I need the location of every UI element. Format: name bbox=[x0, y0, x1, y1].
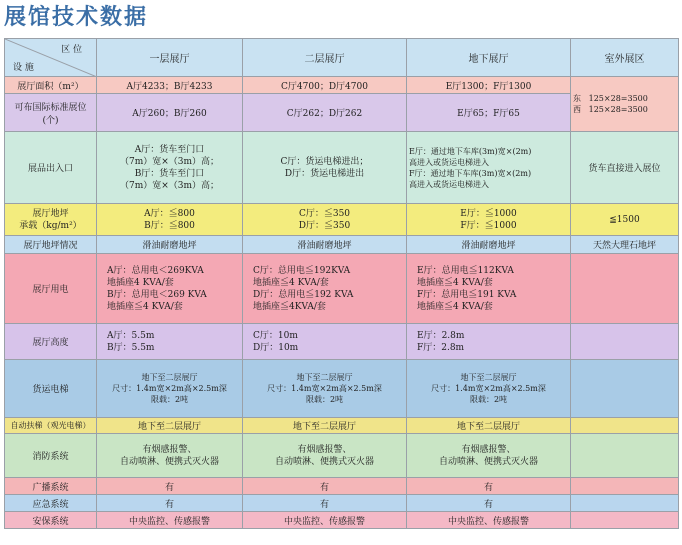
table-row bbox=[5, 77, 679, 94]
row-label: 展厅地坪情况 bbox=[5, 236, 97, 254]
cell: 滑油耐磨地坪 bbox=[407, 236, 571, 254]
cell: A厅：货车至门口 （7m）宽×（3m）高； B厅：货车至门口 （7m）宽×（3m）高； bbox=[97, 132, 243, 204]
cell: ≦1500 bbox=[571, 204, 679, 236]
cell: A厅：≦800 B厅：≦800 bbox=[97, 204, 243, 236]
cell: A厅4233；B厅4233 bbox=[97, 77, 243, 94]
cell: A厅：5.5m B厅：5.5m bbox=[97, 324, 243, 360]
table-row bbox=[5, 132, 679, 204]
table-row bbox=[5, 512, 679, 529]
cell bbox=[571, 254, 679, 324]
table-row bbox=[5, 236, 679, 254]
cell: 有烟感报警、 自动喷淋、便携式灭火器 bbox=[243, 434, 407, 478]
table-row bbox=[5, 418, 679, 434]
corner-label-top: 区 位 bbox=[61, 45, 82, 55]
cell: 有 bbox=[97, 478, 243, 495]
corner-label-bottom: 设 施 bbox=[13, 63, 34, 73]
cell: 有 bbox=[407, 478, 571, 495]
row-label: 安保系统 bbox=[5, 512, 97, 529]
cell: E厅1300；F厅1300 bbox=[407, 77, 571, 94]
col-header: 一层展厅 bbox=[97, 39, 243, 77]
cell: 有 bbox=[97, 495, 243, 512]
cell: E厅：总用电≦112KVA 地插座≦4 KVA/套 F厅：总用电≦191 KVA 地插座≦4 KVA/套 bbox=[407, 254, 571, 324]
cell: 地下至二层展厅 尺寸：1.4m宽×2m高×2.5m深 限载：2吨 bbox=[243, 360, 407, 418]
cell: 有 bbox=[243, 478, 407, 495]
cell bbox=[571, 418, 679, 434]
row-label: 展品出入口 bbox=[5, 132, 97, 204]
cell: E厅：≦1000 F厅：≦1000 bbox=[407, 204, 571, 236]
table-row bbox=[5, 495, 679, 512]
cell bbox=[571, 512, 679, 529]
row-label: 展厅面积（m²） bbox=[5, 77, 97, 94]
row-label: 可布国际标准展位(个) bbox=[5, 94, 97, 132]
cell bbox=[571, 434, 679, 478]
table-row bbox=[5, 434, 679, 478]
cell: C厅：货运电梯进出； D厅：货运电梯进出 bbox=[243, 132, 407, 204]
cell: 有烟感报警、 自动喷淋、便携式灭火器 bbox=[97, 434, 243, 478]
cell: E厅：2.8m F厅：2.8m bbox=[407, 324, 571, 360]
table-row bbox=[5, 360, 679, 418]
cell: 地下至二层展厅 bbox=[407, 418, 571, 434]
col-header: 地下展厅 bbox=[407, 39, 571, 77]
cell: 地下至二层展厅 bbox=[97, 418, 243, 434]
row-label: 展厅用电 bbox=[5, 254, 97, 324]
cell: C厅：≦350 D厅：≦350 bbox=[243, 204, 407, 236]
cell: 货车直接进入展位 bbox=[571, 132, 679, 204]
cell: 滑油耐磨地坪 bbox=[243, 236, 407, 254]
row-label: 应急系统 bbox=[5, 495, 97, 512]
cell: 地下至二层展厅 尺寸：1.4m宽×2m高×2.5m深 限载：2吨 bbox=[97, 360, 243, 418]
cell bbox=[571, 478, 679, 495]
row-label: 消防系统 bbox=[5, 434, 97, 478]
page-title: 展馆技术数据 bbox=[4, 5, 149, 30]
cell: C厅：10m D厅：10m bbox=[243, 324, 407, 360]
cell: E厅65；F厅65 bbox=[407, 94, 571, 132]
row-label: 展厅地坪 承载（kg/m²） bbox=[5, 204, 97, 236]
data-table bbox=[4, 38, 679, 529]
corner-header bbox=[5, 39, 97, 77]
table-row bbox=[5, 254, 679, 324]
row-label: 广播系统 bbox=[5, 478, 97, 495]
row-label: 货运电梯 bbox=[5, 360, 97, 418]
cell: 天然大理石地坪 bbox=[571, 236, 679, 254]
cell: 有 bbox=[243, 495, 407, 512]
cell: 地下至二层展厅 bbox=[243, 418, 407, 434]
cell bbox=[571, 360, 679, 418]
cell: 地下至二层展厅 尺寸：1.4m宽×2m高×2.5m深 限载：2吨 bbox=[407, 360, 571, 418]
cell: C厅4700；D厅4700 bbox=[243, 77, 407, 94]
row-label: 展厅高度 bbox=[5, 324, 97, 360]
cell: 中央监控、传感报警 bbox=[407, 512, 571, 529]
cell: E厅：通过地下车库(3m)宽×(2m) 高进入或货运电梯进入 F厅：通过地下车库(3m)宽×(2m) 高进入或货运电梯进入 bbox=[407, 132, 571, 204]
cell: 有 bbox=[407, 495, 571, 512]
col-header: 室外展区 bbox=[571, 39, 679, 77]
cell bbox=[571, 324, 679, 360]
cell: 滑油耐磨地坪 bbox=[97, 236, 243, 254]
cell: C厅：总用电≦192KVA 地插座≦4 KVA/套 D厅：总用电≦192 KVA 地插座≦4KVA/套 bbox=[243, 254, 407, 324]
cell: A厅：总用电＜269KVA 地插座4 KVA/套 B厅：总用电＜269 KVA 地插座≦4 KVA/套 bbox=[97, 254, 243, 324]
row-label: 自动扶梯（观光电梯） bbox=[5, 418, 97, 434]
cell: 东 125×28=3500 西 125×28=3500 bbox=[571, 77, 679, 132]
cell: 中央监控、传感报警 bbox=[243, 512, 407, 529]
table-row bbox=[5, 324, 679, 360]
cell bbox=[571, 495, 679, 512]
cell: C厅262；D厅262 bbox=[243, 94, 407, 132]
table-row bbox=[5, 204, 679, 236]
cell: 中央监控、传感报警 bbox=[97, 512, 243, 529]
col-header: 二层展厅 bbox=[243, 39, 407, 77]
cell: 有烟感报警、 自动喷淋、便携式灭火器 bbox=[407, 434, 571, 478]
cell: A厅260；B厅260 bbox=[97, 94, 243, 132]
table-row bbox=[5, 478, 679, 495]
